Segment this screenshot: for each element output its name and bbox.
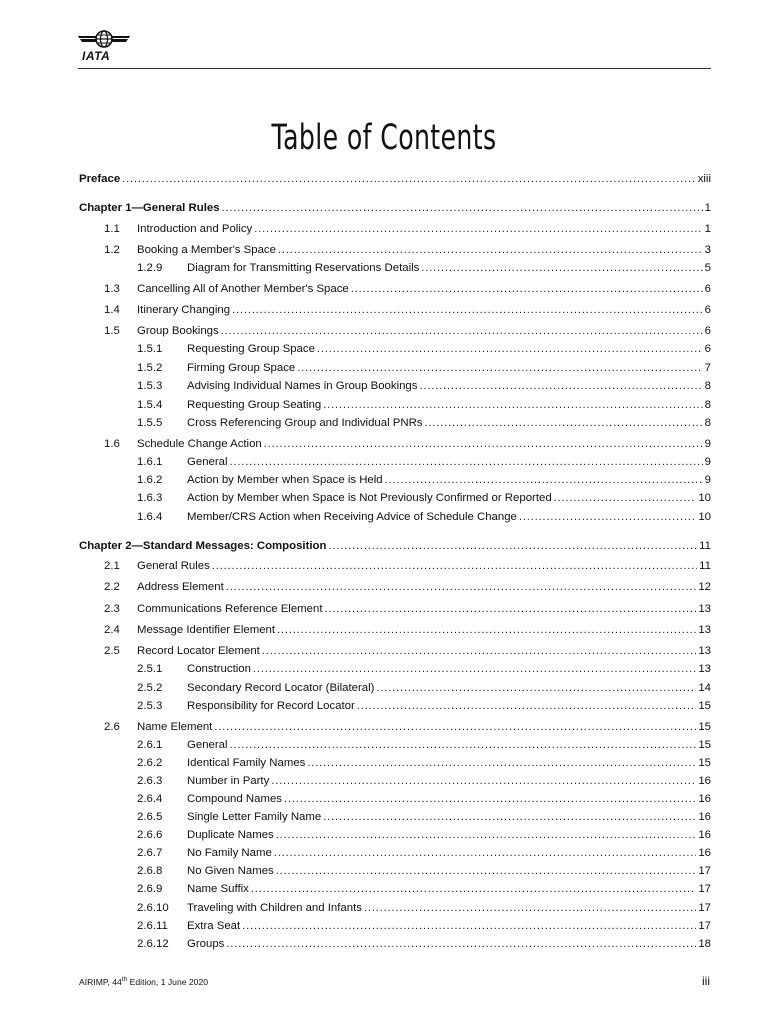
toc-entry-number: 2.6.6 [137,829,163,841]
toc-entry-number: 2.5.3 [137,700,163,712]
toc-entry-number: 2.5.1 [137,663,163,675]
toc-entry-page: 16 [698,829,711,841]
toc-subsection-entry[interactable] [0,360,768,376]
toc-entry-page: 5 [704,262,711,274]
footer-page-number: iii [702,974,710,988]
toc-entry-number: 1.5.1 [137,343,163,355]
toc-entry-label: Identical Family Names . . . [187,755,711,771]
page-header [0,0,768,70]
toc-entry-page: 6 [704,343,711,355]
toc-subsection-entry[interactable] [0,809,768,825]
toc-section-entry[interactable] [0,622,768,638]
toc-entry-number: 1.1 [104,223,120,235]
footer-edition-suffix: th [121,976,128,983]
toc-section-entry[interactable] [0,643,768,659]
toc-entry-number: 2.1 [104,560,120,572]
toc-entry-number: 2.2 [104,581,120,593]
toc-entry-label: General . . . [187,737,711,753]
toc-entry-label: Firming Group Space . . . [187,360,711,376]
toc-entry-page: 16 [698,811,711,823]
toc-entry-label: Schedule Change Action . . . [137,436,711,452]
toc-entry-page: 8 [704,399,711,411]
toc-entry-page: 16 [698,775,711,787]
toc-entry-label: Requesting Group Space . . . [187,341,711,357]
toc-entry-number: 1.5.2 [137,362,163,374]
toc-entry-number: 2.6.10 [137,902,169,914]
toc-entry-number: 2.6.8 [137,865,163,877]
toc-entry-label: Introduction and Policy . . . [137,221,711,237]
toc-entry-page: 14 [698,682,711,694]
toc-entry-label: Action by Member when Space is Held . . . [187,472,711,488]
toc-entry-number: 1.2 [104,244,120,256]
toc-entry-page: xiii [697,173,711,185]
toc-chapter-entry[interactable] [0,171,768,187]
toc-entry-page: 13 [698,624,711,636]
toc-entry-page: 9 [704,456,711,468]
toc-entry-number: 2.6.9 [137,883,163,895]
toc-entry-page: 17 [698,883,711,895]
toc-subsection-entry[interactable] [0,341,768,357]
toc-subsection-entry[interactable] [0,918,768,934]
toc-entry-number: 2.3 [104,603,120,615]
toc-entry-page: 1 [704,223,711,235]
toc-subsection-entry[interactable] [0,737,768,753]
toc-section-entry[interactable] [0,558,768,574]
toc-entry-page: 13 [698,603,711,615]
toc-entry-label: Traveling with Children and Infants . . . [187,900,711,916]
toc-subsection-entry[interactable] [0,472,768,488]
iata-logo-text: IATA [82,49,111,63]
toc-entry-number: 2.4 [104,624,120,636]
toc-entry-number: 2.6.3 [137,775,163,787]
toc-subsection-entry[interactable] [0,900,768,916]
toc-entry-label: Cross Referencing Group and Individual PNRs . . . [187,415,711,431]
toc-chapter-entry[interactable] [0,538,768,554]
toc-entry-label: General Rules . . . [137,558,711,574]
toc-entry-label: Compound Names . . . [187,791,711,807]
toc-entry-page: 15 [698,757,711,769]
toc-entry-number: 2.6.11 [137,920,168,932]
toc-entry-label: Address Element . . . [137,579,711,595]
toc-entry-label: No Family Name . . . [187,845,711,861]
toc-entry-page: 17 [698,920,711,932]
toc-entry-number: 1.6.4 [137,511,163,523]
toc-entry-number: 2.6.1 [137,739,163,751]
toc-entry-number: 2.5.2 [137,682,163,694]
toc-entry-page: 16 [698,793,711,805]
toc-entry-label: Diagram for Transmitting Reservations Details . . . [187,260,711,276]
toc-section-entry[interactable] [0,436,768,452]
toc-entry-label: Chapter 1—General Rules . . . [79,200,711,216]
toc-entry-number: 2.6.12 [137,938,169,950]
toc-entry-page: 6 [704,325,711,337]
toc-entry-label: Secondary Record Locator (Bilateral) . . . [187,680,711,696]
toc-entry-label: Requesting Group Seating . . . [187,397,711,413]
toc-entry-page: 16 [698,847,711,859]
toc-entry-page: 11 [699,540,711,552]
toc-subsection-entry[interactable] [0,415,768,431]
toc-entry-label: Extra Seat . . . [187,918,711,934]
toc-section-entry[interactable] [0,601,768,617]
toc-entry-page: 7 [704,362,711,374]
toc-subsection-entry[interactable] [0,661,768,677]
toc-entry-page: 6 [704,304,711,316]
toc-entry-page: 6 [704,283,711,295]
toc-entry-label: Booking a Member's Space . . . [137,242,711,258]
toc-entry-label: Responsibility for Record Locator . . . [187,698,711,714]
toc-entry-label: Itinerary Changing . . . [137,302,711,318]
toc-entry-number: 1.5 [104,325,120,337]
toc-entry-number: 1.6.2 [137,474,163,486]
toc-entry-label: Construction . . . [187,661,711,677]
toc-entry-page: 15 [698,721,711,733]
toc-subsection-entry[interactable] [0,490,768,506]
toc-entry-number: 1.6.3 [137,492,163,504]
toc-subsection-entry[interactable] [0,881,768,897]
toc-entry-label: Groups . . . [187,936,711,952]
toc-subsection-entry[interactable] [0,378,768,394]
page-title: Table of Contents [271,118,497,158]
toc-subsection-entry[interactable] [0,845,768,861]
toc-entry-page: 3 [704,244,711,256]
toc-subsection-entry[interactable] [0,454,768,470]
toc-entry-number: 1.6 [104,438,120,450]
toc-entry-label: Advising Individual Names in Group Bookings . . . [187,378,711,394]
toc-entry-number: 1.2.9 [137,262,163,274]
toc-subsection-entry[interactable] [0,773,768,789]
toc-section-entry[interactable] [0,221,768,237]
toc-entry-label: Record Locator Element . . . [137,643,711,659]
toc-entry-page: 13 [698,645,711,657]
footer-edition [79,976,208,987]
toc-entry-page: 9 [704,438,711,450]
header-rule [78,68,711,69]
toc-entry-label: Preface . . . [79,171,711,187]
toc-entry-page: 8 [704,380,711,392]
toc-entry-page: 10 [698,511,711,523]
toc-entry-page: 9 [704,474,711,486]
toc-entry-label: Name Suffix . . . [187,881,711,897]
toc-entry-number: 1.4 [104,304,120,316]
toc-subsection-entry[interactable] [0,755,768,771]
toc-section-entry[interactable] [0,302,768,318]
toc-entry-page: 13 [698,663,711,675]
toc-entry-label: Member/CRS Action when Receiving Advice of Schedule Change . . . [187,509,711,525]
toc-subsection-entry[interactable] [0,260,768,276]
toc-entry-number: 2.6.2 [137,757,163,769]
toc-subsection-entry[interactable] [0,863,768,879]
toc-section-entry[interactable] [0,242,768,258]
footer-edition-text: Edition, 1 June 2020 [127,976,209,987]
toc-entry-label: Message Identifier Element . . . [137,622,711,638]
toc-subsection-entry[interactable] [0,397,768,413]
toc-entry-page: 1 [704,202,711,214]
toc-subsection-entry[interactable] [0,791,768,807]
toc-section-entry[interactable] [0,579,768,595]
toc-entry-page: 18 [698,938,711,950]
toc-entry-label: Communications Reference Element . . . [137,601,711,617]
toc-section-entry[interactable] [0,719,768,735]
toc-entry-page: 15 [698,700,711,712]
toc-entry-number: 2.6.4 [137,793,163,805]
toc-entry-number: 2.6.7 [137,847,163,859]
toc-entry-number: 2.5 [104,645,120,657]
toc-subsection-entry[interactable] [0,698,768,714]
toc-entry-number: 2.6 [104,721,120,733]
toc-entry-label: Duplicate Names . . . [187,827,711,843]
footer-doc-name: AIRIMP, 44 [79,976,122,987]
toc-subsection-entry[interactable] [0,680,768,696]
toc-chapter-entry[interactable] [0,200,768,216]
toc-entry-label: Chapter 2—Standard Messages: Composition . . . [79,538,711,554]
toc-entry-page: 17 [698,902,711,914]
toc-entry-label: Single Letter Family Name . . . [187,809,711,825]
toc-entry-page: 11 [699,560,711,572]
toc-entry-number: 1.6.1 [137,456,163,468]
toc-entry-label: Name Element . . . [137,719,711,735]
toc-entry-label: General . . . [187,454,711,470]
toc-entry-page: 12 [698,581,711,593]
toc-subsection-entry[interactable] [0,936,768,952]
toc-entry-number: 1.5.5 [137,417,163,429]
toc-entry-page: 10 [698,492,711,504]
toc-entry-number: 2.6.5 [137,811,163,823]
toc-entry-number: 1.3 [104,283,120,295]
toc-entry-page: 17 [698,865,711,877]
toc-entry-number: 1.5.4 [137,399,163,411]
toc-entry-label: Action by Member when Space is Not Previously Confirmed or Reported . . . [187,490,711,506]
toc-section-entry[interactable] [0,281,768,297]
toc-entry-label: Cancelling All of Another Member's Space . . . [137,281,711,297]
toc-subsection-entry[interactable] [0,509,768,525]
toc-entry-label: Number in Party . . . [187,773,711,789]
toc-subsection-entry[interactable] [0,827,768,843]
toc-entry-label: Group Bookings . . . [137,323,711,339]
toc-entry-page: 8 [704,417,711,429]
toc-section-entry[interactable] [0,323,768,339]
toc-entry-number: 1.5.3 [137,380,163,392]
toc-entry-label: No Given Names . . . [187,863,711,879]
toc-entry-page: 15 [698,739,711,751]
